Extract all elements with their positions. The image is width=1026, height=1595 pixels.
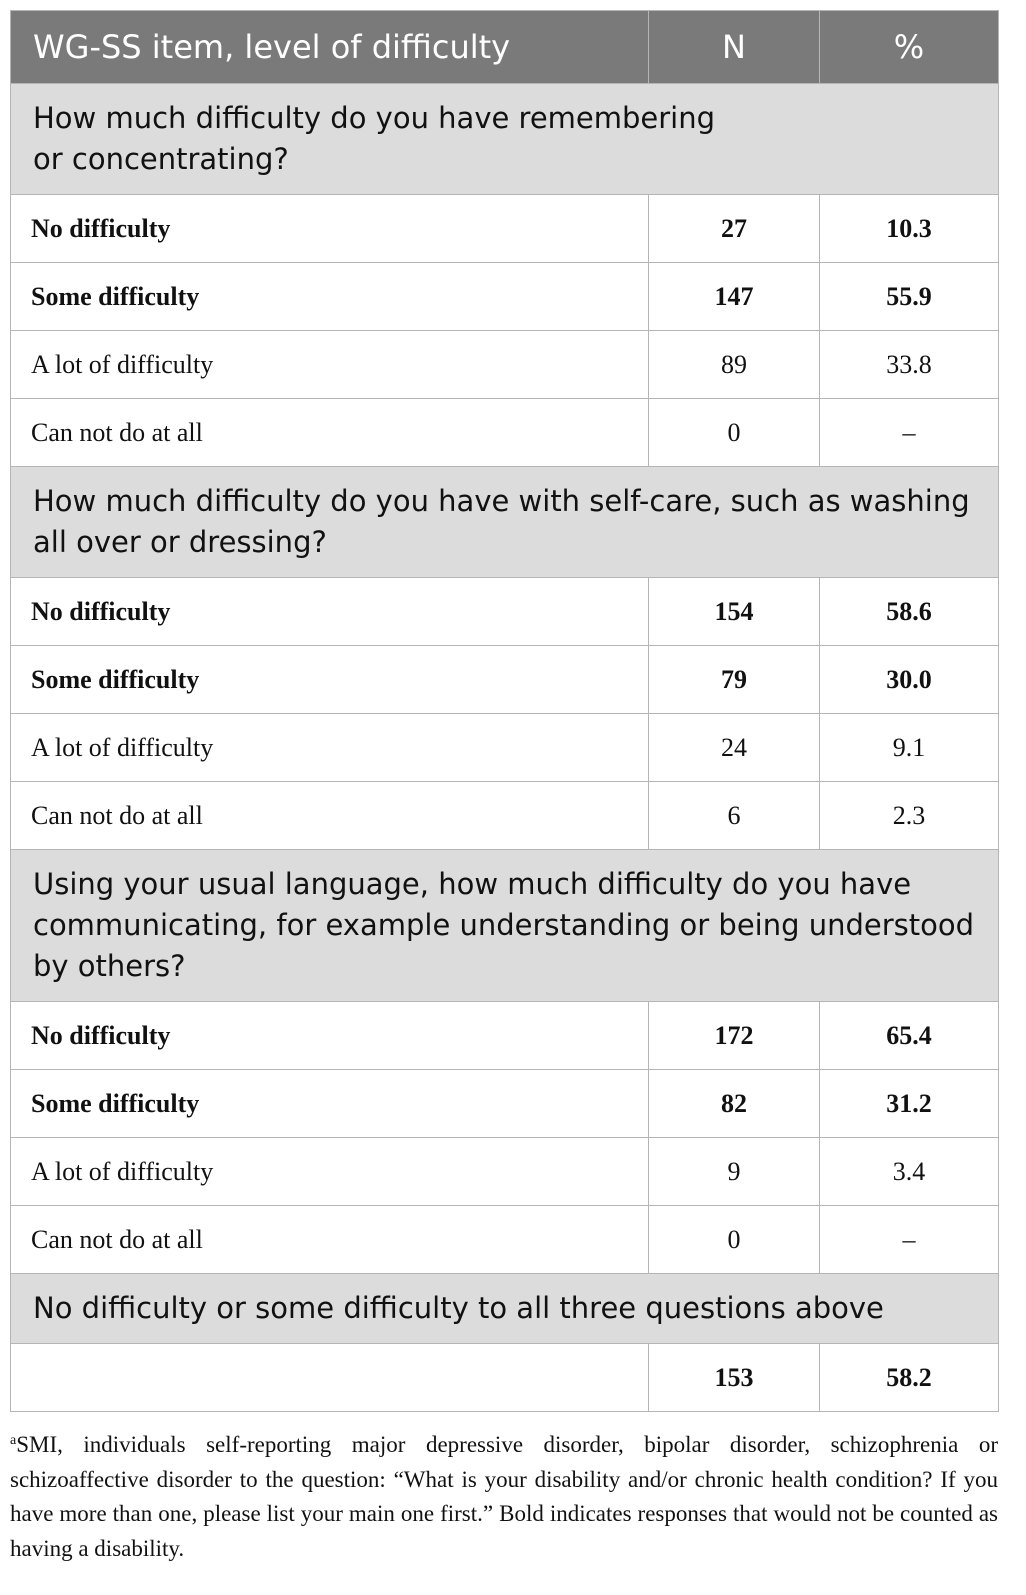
row-n: 6 xyxy=(649,782,820,850)
table-row xyxy=(11,646,999,714)
row-label: No difficulty xyxy=(11,1002,649,1070)
wg-ss-table xyxy=(10,10,999,1412)
table-container xyxy=(10,10,998,1412)
question-text: How much difficulty do you have with self-care, such as washing all over or dressing? xyxy=(11,467,999,578)
row-percent: – xyxy=(820,1206,999,1274)
row-n: 147 xyxy=(649,263,820,331)
row-n: 9 xyxy=(649,1138,820,1206)
row-percent: 2.3 xyxy=(820,782,999,850)
header-item-label: WG-SS item, level of difficulty xyxy=(11,11,649,84)
row-label: No difficulty xyxy=(11,195,649,263)
table-row xyxy=(11,1002,999,1070)
footnote-marker: a xyxy=(10,1433,17,1448)
row-n: 82 xyxy=(649,1070,820,1138)
table-row xyxy=(11,1070,999,1138)
row-label xyxy=(11,1344,649,1412)
table-row xyxy=(11,782,999,850)
row-label: Some difficulty xyxy=(11,1070,649,1138)
question-row xyxy=(11,1274,999,1344)
table-row xyxy=(11,263,999,331)
row-label: Can not do at all xyxy=(11,1206,649,1274)
row-n: 0 xyxy=(649,399,820,467)
header-n: N xyxy=(649,11,820,84)
table-header-row xyxy=(11,11,999,84)
row-n: 0 xyxy=(649,1206,820,1274)
question-row xyxy=(11,467,999,578)
table-row xyxy=(11,1138,999,1206)
row-n: 154 xyxy=(649,578,820,646)
row-percent: 58.2 xyxy=(820,1344,999,1412)
question-row xyxy=(11,84,999,195)
row-percent: 58.6 xyxy=(820,578,999,646)
row-percent: – xyxy=(820,399,999,467)
table-body xyxy=(11,84,999,1412)
row-percent: 55.9 xyxy=(820,263,999,331)
question-text: No difficulty or some difficulty to all three questions above xyxy=(11,1274,999,1344)
row-label: A lot of difficulty xyxy=(11,1138,649,1206)
row-n: 24 xyxy=(649,714,820,782)
row-percent: 30.0 xyxy=(820,646,999,714)
table-row xyxy=(11,195,999,263)
row-n: 153 xyxy=(649,1344,820,1412)
row-label: Can not do at all xyxy=(11,782,649,850)
row-label: A lot of difficulty xyxy=(11,714,649,782)
row-percent: 9.1 xyxy=(820,714,999,782)
row-label: A lot of difficulty xyxy=(11,331,649,399)
table-row xyxy=(11,578,999,646)
row-n: 27 xyxy=(649,195,820,263)
table-row xyxy=(11,1344,999,1412)
row-n: 172 xyxy=(649,1002,820,1070)
row-percent: 31.2 xyxy=(820,1070,999,1138)
row-n: 89 xyxy=(649,331,820,399)
row-label: Some difficulty xyxy=(11,646,649,714)
question-text: How much difficulty do you have remembering or concentrating? xyxy=(11,84,999,195)
table-row xyxy=(11,399,999,467)
table-row xyxy=(11,714,999,782)
row-n: 79 xyxy=(649,646,820,714)
row-percent: 33.8 xyxy=(820,331,999,399)
row-label: Some difficulty xyxy=(11,263,649,331)
row-percent: 3.4 xyxy=(820,1138,999,1206)
row-percent: 10.3 xyxy=(820,195,999,263)
table-row xyxy=(11,331,999,399)
question-text: Using your usual language, how much difficulty do you have communicating, for example understanding or being understood by others? xyxy=(11,850,999,1002)
footnote xyxy=(10,1424,998,1566)
row-percent: 65.4 xyxy=(820,1002,999,1070)
footnote-text: SMI, individuals self-reporting major depressive disorder, bipolar disorder, schizophrenia or schizoaffective disorder to the question: “What is your disability and/or chronic health condition? If you have more than one, please list your main one first.” Bold indicates responses that would not be counted as having a disability. xyxy=(10,1432,998,1561)
table-row xyxy=(11,1206,999,1274)
question-row xyxy=(11,850,999,1002)
row-label: Can not do at all xyxy=(11,399,649,467)
row-label: No difficulty xyxy=(11,578,649,646)
header-percent: % xyxy=(820,11,999,84)
